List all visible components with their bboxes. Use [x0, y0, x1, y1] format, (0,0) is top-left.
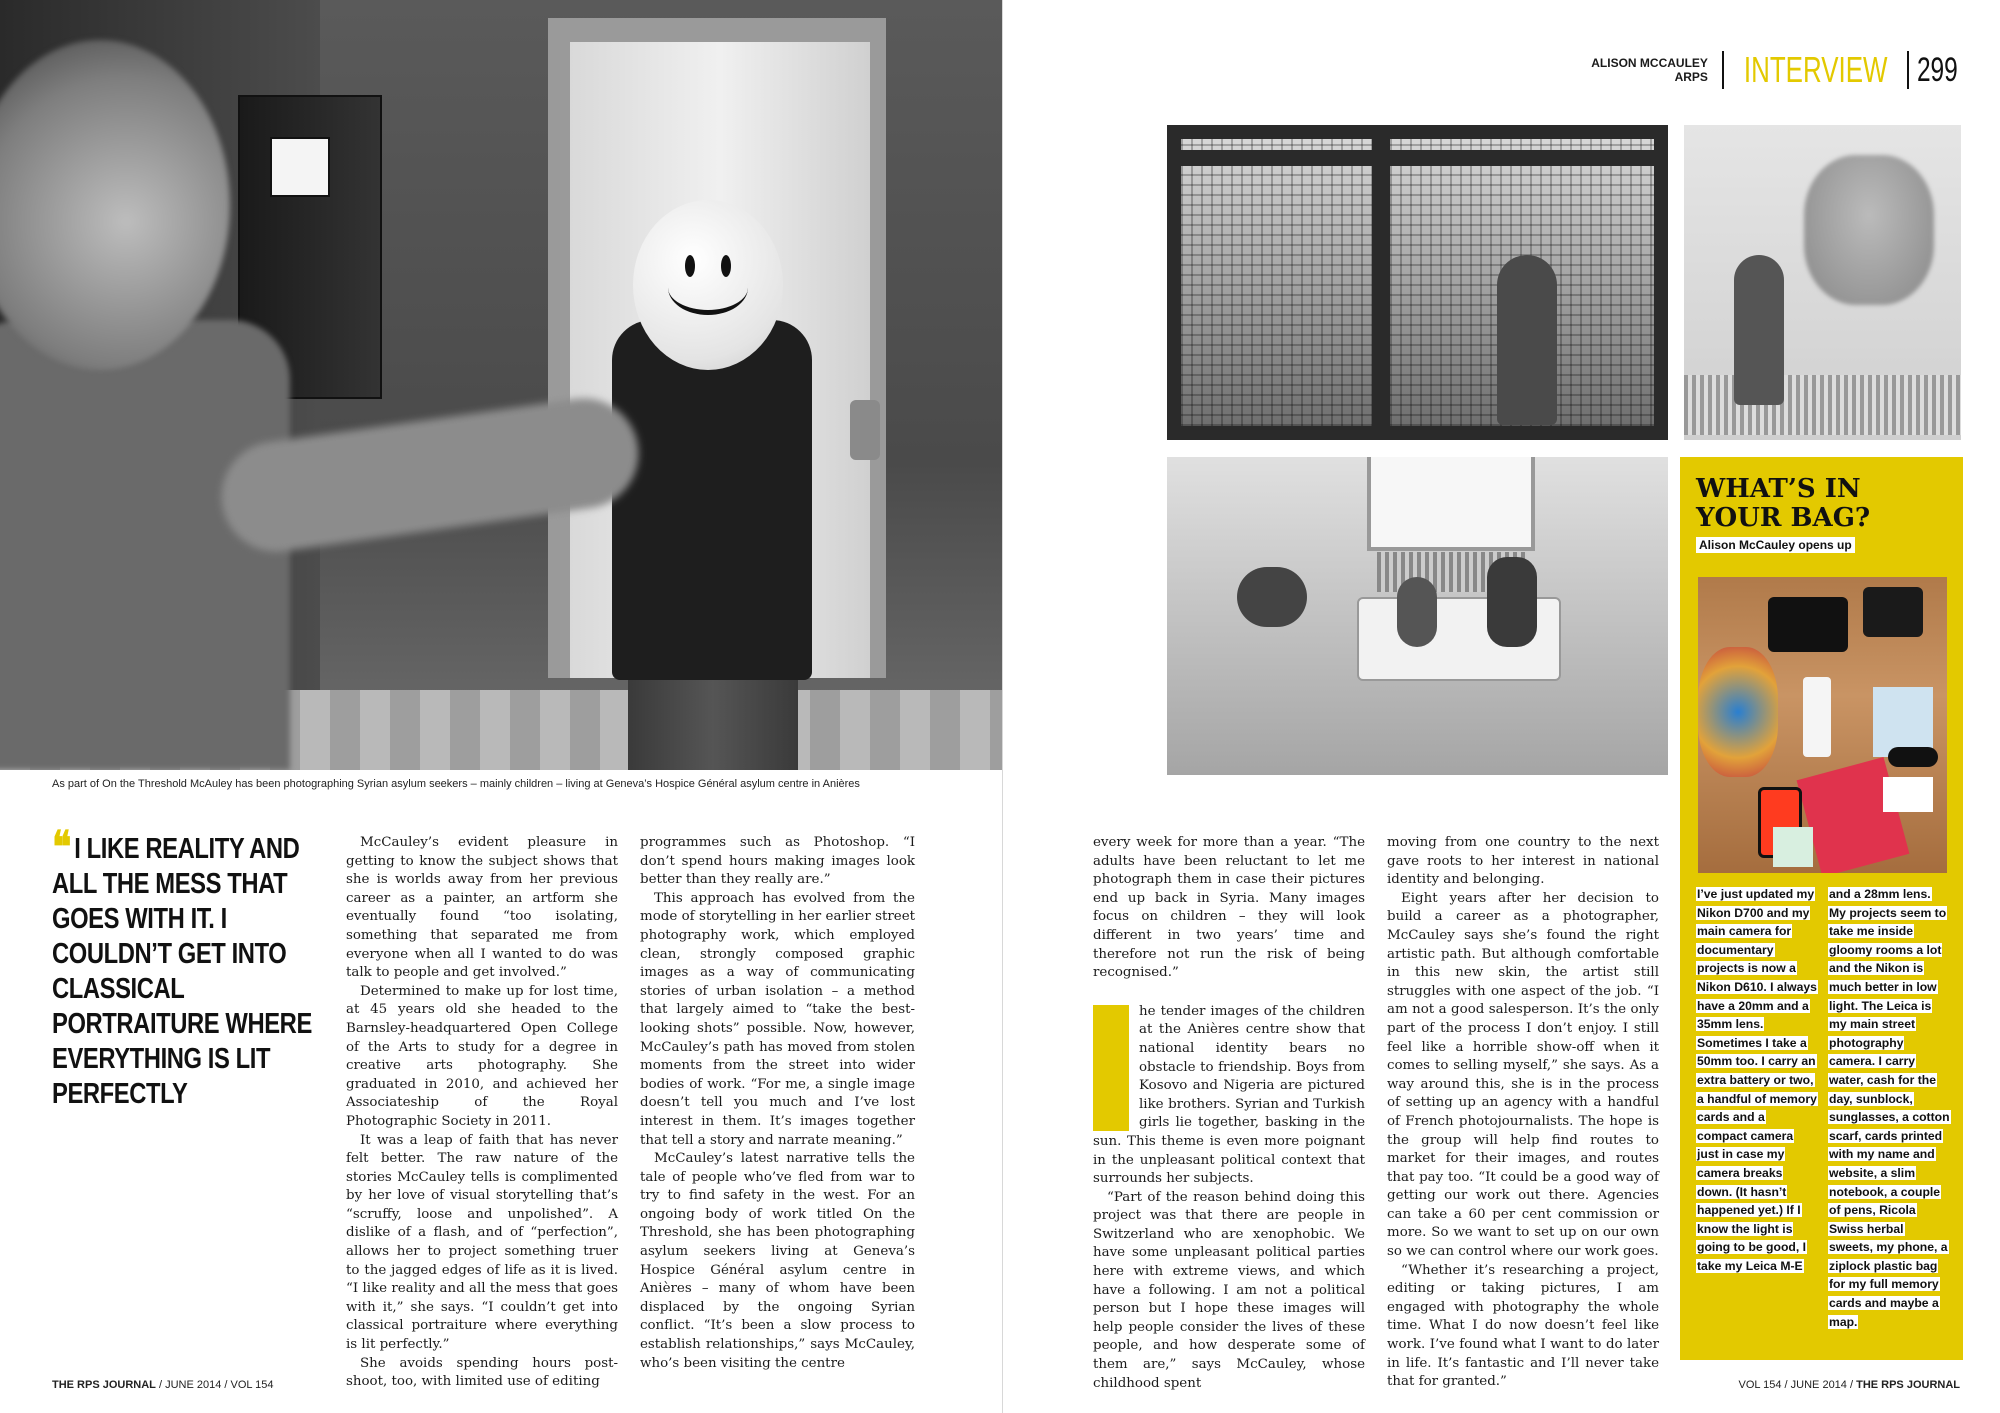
notebook-icon [1797, 757, 1910, 873]
paragraph: This approach has evolved from the mode of storytelling in her earlier street photography work, which employed clean, strongly composed graphic images as a way of communicating stories of urban isolation – a method that largely aimed to “take the best-looking shots” possible. Now, however, McCauley’s path has moved from stolen moments from the street into wider bodies of work. “For me, a single image doesn’t tell you much and I’ve lost interest in them. It’s images together that tell a story and narrate meaning.” [640, 890, 915, 1148]
dropcap-letter: T [1093, 1005, 1102, 1021]
scarf-icon [1698, 647, 1778, 777]
photo-person-sitting [1487, 557, 1537, 647]
photo-man-hoodie [612, 320, 812, 680]
header-divider [1722, 51, 1724, 89]
photo-radiator [1684, 375, 1961, 435]
photo-caption: As part of On the Threshold McAuley has been photographing Syrian asylum seekers – mainly children – living at Geneva’s Hospice Général asylum centre in Anières [52, 778, 860, 790]
photo-person-sitting [1237, 567, 1307, 627]
paragraph: programmes such as Photoshop. “I don’t spend hours making images look better than they really are.” [640, 835, 915, 888]
camera-icon [1863, 587, 1923, 637]
quote-mark-icon: ❝ [52, 823, 72, 872]
header-author-name: ALISON MCCAULEY [1591, 56, 1708, 70]
photo-girl-behind-window [1167, 125, 1668, 440]
paragraph: Determined to make up for lost time, at 45 years old she headed to the Barnsley-headquartered Open College of the Arts to study for a degree in creative arts photography. She graduated in 2010, and achieved her Associateship of the Royal Photographic Society in 2011. [346, 983, 618, 1129]
paragraph: It was a leap of faith that has never felt better. The raw nature of the stories McCauley tells is complimented by her love of visual storytelling that’s “scruffy, loose and unpolished”. A dislike of a flash, and of “perfection”, allows her to project something truer to the jagged edges of life as it is lived. “I like reality and all the mess that goes with it,” she says. “I couldn’t get into classical portraiture where everything is lit perfectly.” [346, 1132, 618, 1353]
photo-room-mattress [1167, 457, 1668, 775]
folio-journal-name: THE RPS JOURNAL [1856, 1379, 1960, 1391]
header-author [1591, 56, 1708, 84]
dropcap-t-icon [1093, 1005, 1129, 1131]
photo-child-body [0, 320, 290, 770]
paragraph: She avoids spending hours post-shoot, too, with limited use of editing [346, 1355, 618, 1390]
smiley-balloon-icon [633, 200, 783, 370]
sunblock-icon [1803, 677, 1831, 757]
folio-issue: VOL 154 / JUNE 2014 / [1738, 1379, 1857, 1391]
pull-quote [52, 823, 343, 1112]
page-number: 299 [1917, 50, 1959, 89]
balloon-smile [668, 260, 748, 315]
bag-text-column-2 [1828, 885, 1950, 1331]
body-column-2 [640, 834, 915, 1373]
camera-icon [1768, 597, 1848, 652]
bag-text: I’ve just updated my Nikon D700 and my main camera for documentary projects is now a Nikon D610. I always have a 20mm and a 35mm lens. Sometimes I take a 50mm too. I carry an extra battery or two, a handful of memory cards and a compact camera just in case my camera breaks down. (It hasn’t happened yet.) If I know the light is going to be good, I take my Leica M-E [1697, 887, 1817, 1273]
running-header [1591, 50, 1960, 90]
paragraph: Eight years after her decision to build a career as a photographer, McCauley says she’s found the right artistic path. But although comfortable in this new skin, the artist still struggles with one aspect of the job. “I am not a good salesperson. It’s the only part of the process I don’t enjoy. I still feel like a horrible show-off when it comes to selling myself,” she says. As a way around this, she is in the process of setting up an agency with a handful of French photojournalists. The hope is the group will help find routes to market for their images, and routes that pay too. “It could be a good way of getting our work out there. Agencies can take a 60 per cent commission or more. So we want to set up on our own so we can control where our work goes. [1387, 890, 1659, 1260]
header-author-suffix: ARPS [1674, 70, 1708, 84]
bag-contents-photo [1698, 577, 1947, 873]
folio-left [52, 1379, 274, 1391]
photo-window-frame [1167, 125, 1668, 440]
sunglasses-icon [1888, 747, 1938, 767]
body-column-4 [1387, 834, 1659, 1392]
body-column-1 [346, 834, 618, 1392]
photo-child-standing [1734, 255, 1784, 405]
paragraph: “Part of the reason behind doing this project was that there are people in Switzerland who are xenophobic. We have some unpleasant political parties here with extreme views, and which have a following. I am not a political person but I hope these images will help people consider the lives of these people, and how desperate some of them are,” says McCauley, whose childhood spent [1093, 1189, 1365, 1391]
sweets-icon [1773, 827, 1813, 867]
folio-issue: / JUNE 2014 / VOL 154 [155, 1379, 274, 1391]
bag-text-column-1 [1696, 885, 1818, 1275]
folio-journal-name: THE RPS JOURNAL [52, 1379, 156, 1391]
photo-person-lying [1397, 577, 1437, 647]
right-page [1003, 0, 2000, 1413]
header-divider [1907, 51, 1909, 89]
dropcap-paragraph-text: he tender images of the children at the Anières centre show that national identity bears no obstacle to friendship. Boys from Kosovo and Nigeria are pictured like brothers. Syrian and Turkish girls lie together, basking in the sun. This theme is even more poignant in the unpleasant political context that surrounds her subjects. [1093, 1003, 1365, 1187]
paragraph: “Whether it’s researching a project, editing or taking pictures, I am engaged with photography the whole time. What I do now doesn’t feel like work. I’ve found what I want to do later in life. It’s fantastic and I’ll never take that for granted.” [1387, 1262, 1659, 1390]
photo-room-window [1367, 457, 1535, 551]
paragraph: moving from one country to the next gave roots to her interest in national identity and belonging. [1387, 835, 1659, 888]
photo-door-handle [850, 400, 880, 460]
paragraph: McCauley’s latest narrative tells the tale of people who’ve fled from war to try to find safety in the west. For an ongoing body of work titled On the Threshold, she has been photographing asylum seekers living at Geneva’s Hospice Général asylum centre in Anières – many of whom have been displaced by the ongoing Syrian conflict. “It’s been a slow process to establish relationships,” says McCauley, who’s been visiting the centre [640, 1151, 915, 1371]
folio-right [1738, 1379, 1960, 1391]
paragraph: every week for more than a year. “The adults have been reluctant to let me photograph them in case their pictures end up back in Syria. Many images focus on children – they will look different in two years’ time and therefore not run the risk of being recognised.” [1093, 835, 1365, 981]
bag-text: and a 28mm lens. My projects seem to take me inside gloomy rooms a lot and the Nikon is much better in low light. The Leica is my main street photography camera. I carry water, cash for the day, sunblock, sunglasses, a cotton scarf, cards printed with my name and website, a slim notebook, a couple of pens, Ricola Swiss herbal sweets, my phone, a ziplock plastic bag for my full memory cards and maybe a map. [1829, 887, 1950, 1329]
whats-in-your-bag-box [1680, 457, 1963, 1360]
bag-subtitle: Alison McCauley opens up [1696, 537, 1855, 553]
photo-cabinet-sign [270, 137, 330, 197]
hero-photo-balloon-smiley [0, 0, 1003, 770]
bag-title: WHAT’S IN YOUR BAG? [1696, 474, 1871, 533]
pull-quote-text: I LIKE REALITY AND ALL THE MESS THAT GOES WITH IT. I COULDN’T GET INTO CLASSICAL PORTRAITURE WHERE EVERYTHING IS LIT PERFECTLY [52, 833, 312, 1110]
paragraph: McCauley’s evident pleasure in getting to know the subject shows that she is worlds away from her previous career as a painter, an artform she eventually found “too isolating, something that separated me from everyone when all I wanted to do was talk to people and get involved.” [346, 835, 618, 981]
paragraph-dropcap [1093, 1003, 1365, 1189]
photo-child-jumping [1804, 155, 1934, 305]
body-column-3 [1093, 834, 1365, 1393]
header-section: INTERVIEW [1743, 49, 1888, 90]
photo-children-jumping [1684, 125, 1961, 440]
business-card-icon [1883, 777, 1933, 812]
